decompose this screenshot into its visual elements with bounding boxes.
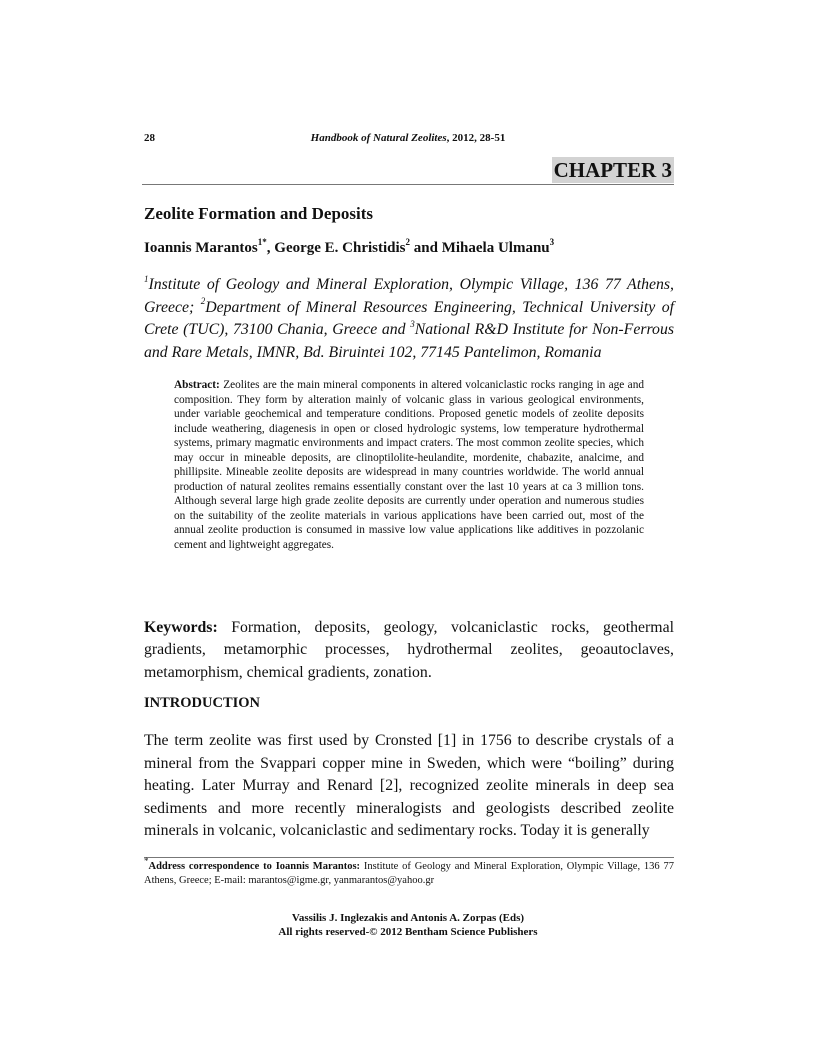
keywords-text: Formation, deposits, geology, volcaniclastic rocks, geothermal gradients, metamorphic processes, hydrothermal zeolites, geoautoclaves, metamorphism, chemical gradients, zonation.: [144, 619, 674, 681]
author-separator: and: [410, 240, 442, 256]
section-heading: INTRODUCTION: [144, 695, 261, 711]
journal-citation: , 2012, 28-51: [446, 132, 506, 144]
article-title: Zeolite Formation and Deposits: [144, 204, 374, 223]
affiliation-text: Department of Mineral Resources Engineering, Technical University of Crete (TUC), 73100 Chania, Greece and: [144, 298, 674, 338]
author-affiliation-mark: 1*: [257, 237, 267, 247]
chapter-label: CHAPTER 3: [553, 158, 672, 182]
affiliation-mark: 3: [410, 318, 415, 329]
abstract: [174, 378, 644, 552]
footnote-text: Institute of Geology and Mineral Exploration, Olympic Village, 136 77 Athens, Greece; E-mail: marantos@igme.gr, yanmarantos@yahoo.gr: [144, 861, 675, 886]
affiliation-text: National R&D Institute for Non-Ferrous and Rare Metals, IMNR, Bd. Biruintei 102, 77145 Pantelimon, Romania: [144, 321, 674, 361]
chapter-divider: [142, 184, 674, 185]
affiliation-mark: 2: [200, 296, 206, 307]
footnote-label: Address correspondence to Ioannis Marantos:: [148, 861, 361, 872]
editors-line: Vassilis J. Inglezakis and Antonis A. Zorpas (Eds): [291, 912, 525, 924]
abstract-text: Zeolites are the main mineral components in altered volcaniclastic rocks ranging in age and composition. They form by alteration mainly of volcanic glass in various geological environments, under variable geochemical and temperature conditions. Proposed genetic models of zeolite deposits include weathering, diagenesis in open or closed hydrologic systems, low temperature hydrothermal systems, primary magmatic environments and impact craters. The most common zeolite species, which may occur in mineable deposits, are clinoptilolite-heulandite, mordenite, chabazite, analcime, and phillipsite. Mineable zeolite deposits are widespread in many countries worldwide. The world annual production of natural zeolites remains essentially constant over the last 10 years at ca 3 million tons. Although several large high grade zeolite deposits are currently under operation and numerous studies on the suitability of the zeolite materials in various applications have been carried out, most of the annual zeolite production is consumed in massive low value applications like additives in pozzolanic cement and lightweight aggregates.: [174, 379, 644, 551]
keywords: [144, 617, 674, 684]
journal-title: Handbook of Natural Zeolites: [310, 132, 447, 144]
author-list: [144, 237, 555, 257]
author-affiliation-mark: 2: [405, 237, 411, 247]
keywords-label: Keywords:: [144, 619, 218, 636]
author-name: George E. Christidis: [274, 240, 406, 256]
footnote-divider: [144, 857, 674, 858]
author-name: Mihaela Ulmanu: [441, 240, 550, 256]
correspondence-footnote: [144, 855, 675, 888]
footnote-mark: *: [144, 855, 149, 866]
body-paragraph: The term zeolite was first used by Cronsted [1] in 1756 to describe crystals of a mineral from the Svappari copper mine in Sweden, which were “boiling” during heating. Later Murray and Renard [2], recognized zeolite minerals in deep sea sediments and more recently mineralogists and geologists described zeolite minerals in volcanic, volcaniclastic and sedimentary rocks. Today it is generally: [144, 732, 674, 839]
author-name: Ioannis Marantos: [144, 240, 258, 256]
author-affiliation-mark: 3: [549, 237, 555, 247]
author-separator: ,: [266, 240, 275, 256]
page-footer: [0, 911, 816, 939]
abstract-label: Abstract:: [174, 379, 220, 391]
affiliations: [144, 274, 674, 364]
affiliation-mark: 1: [144, 273, 149, 284]
affiliation-text: Institute of Geology and Mineral Exploration, Olympic Village, 136 77 Athens, Greece;: [144, 276, 674, 316]
copyright-line: All rights reserved-© 2012 Bentham Science Publishers: [278, 926, 538, 938]
running-head: [0, 132, 816, 144]
page-number: 28: [144, 132, 155, 144]
